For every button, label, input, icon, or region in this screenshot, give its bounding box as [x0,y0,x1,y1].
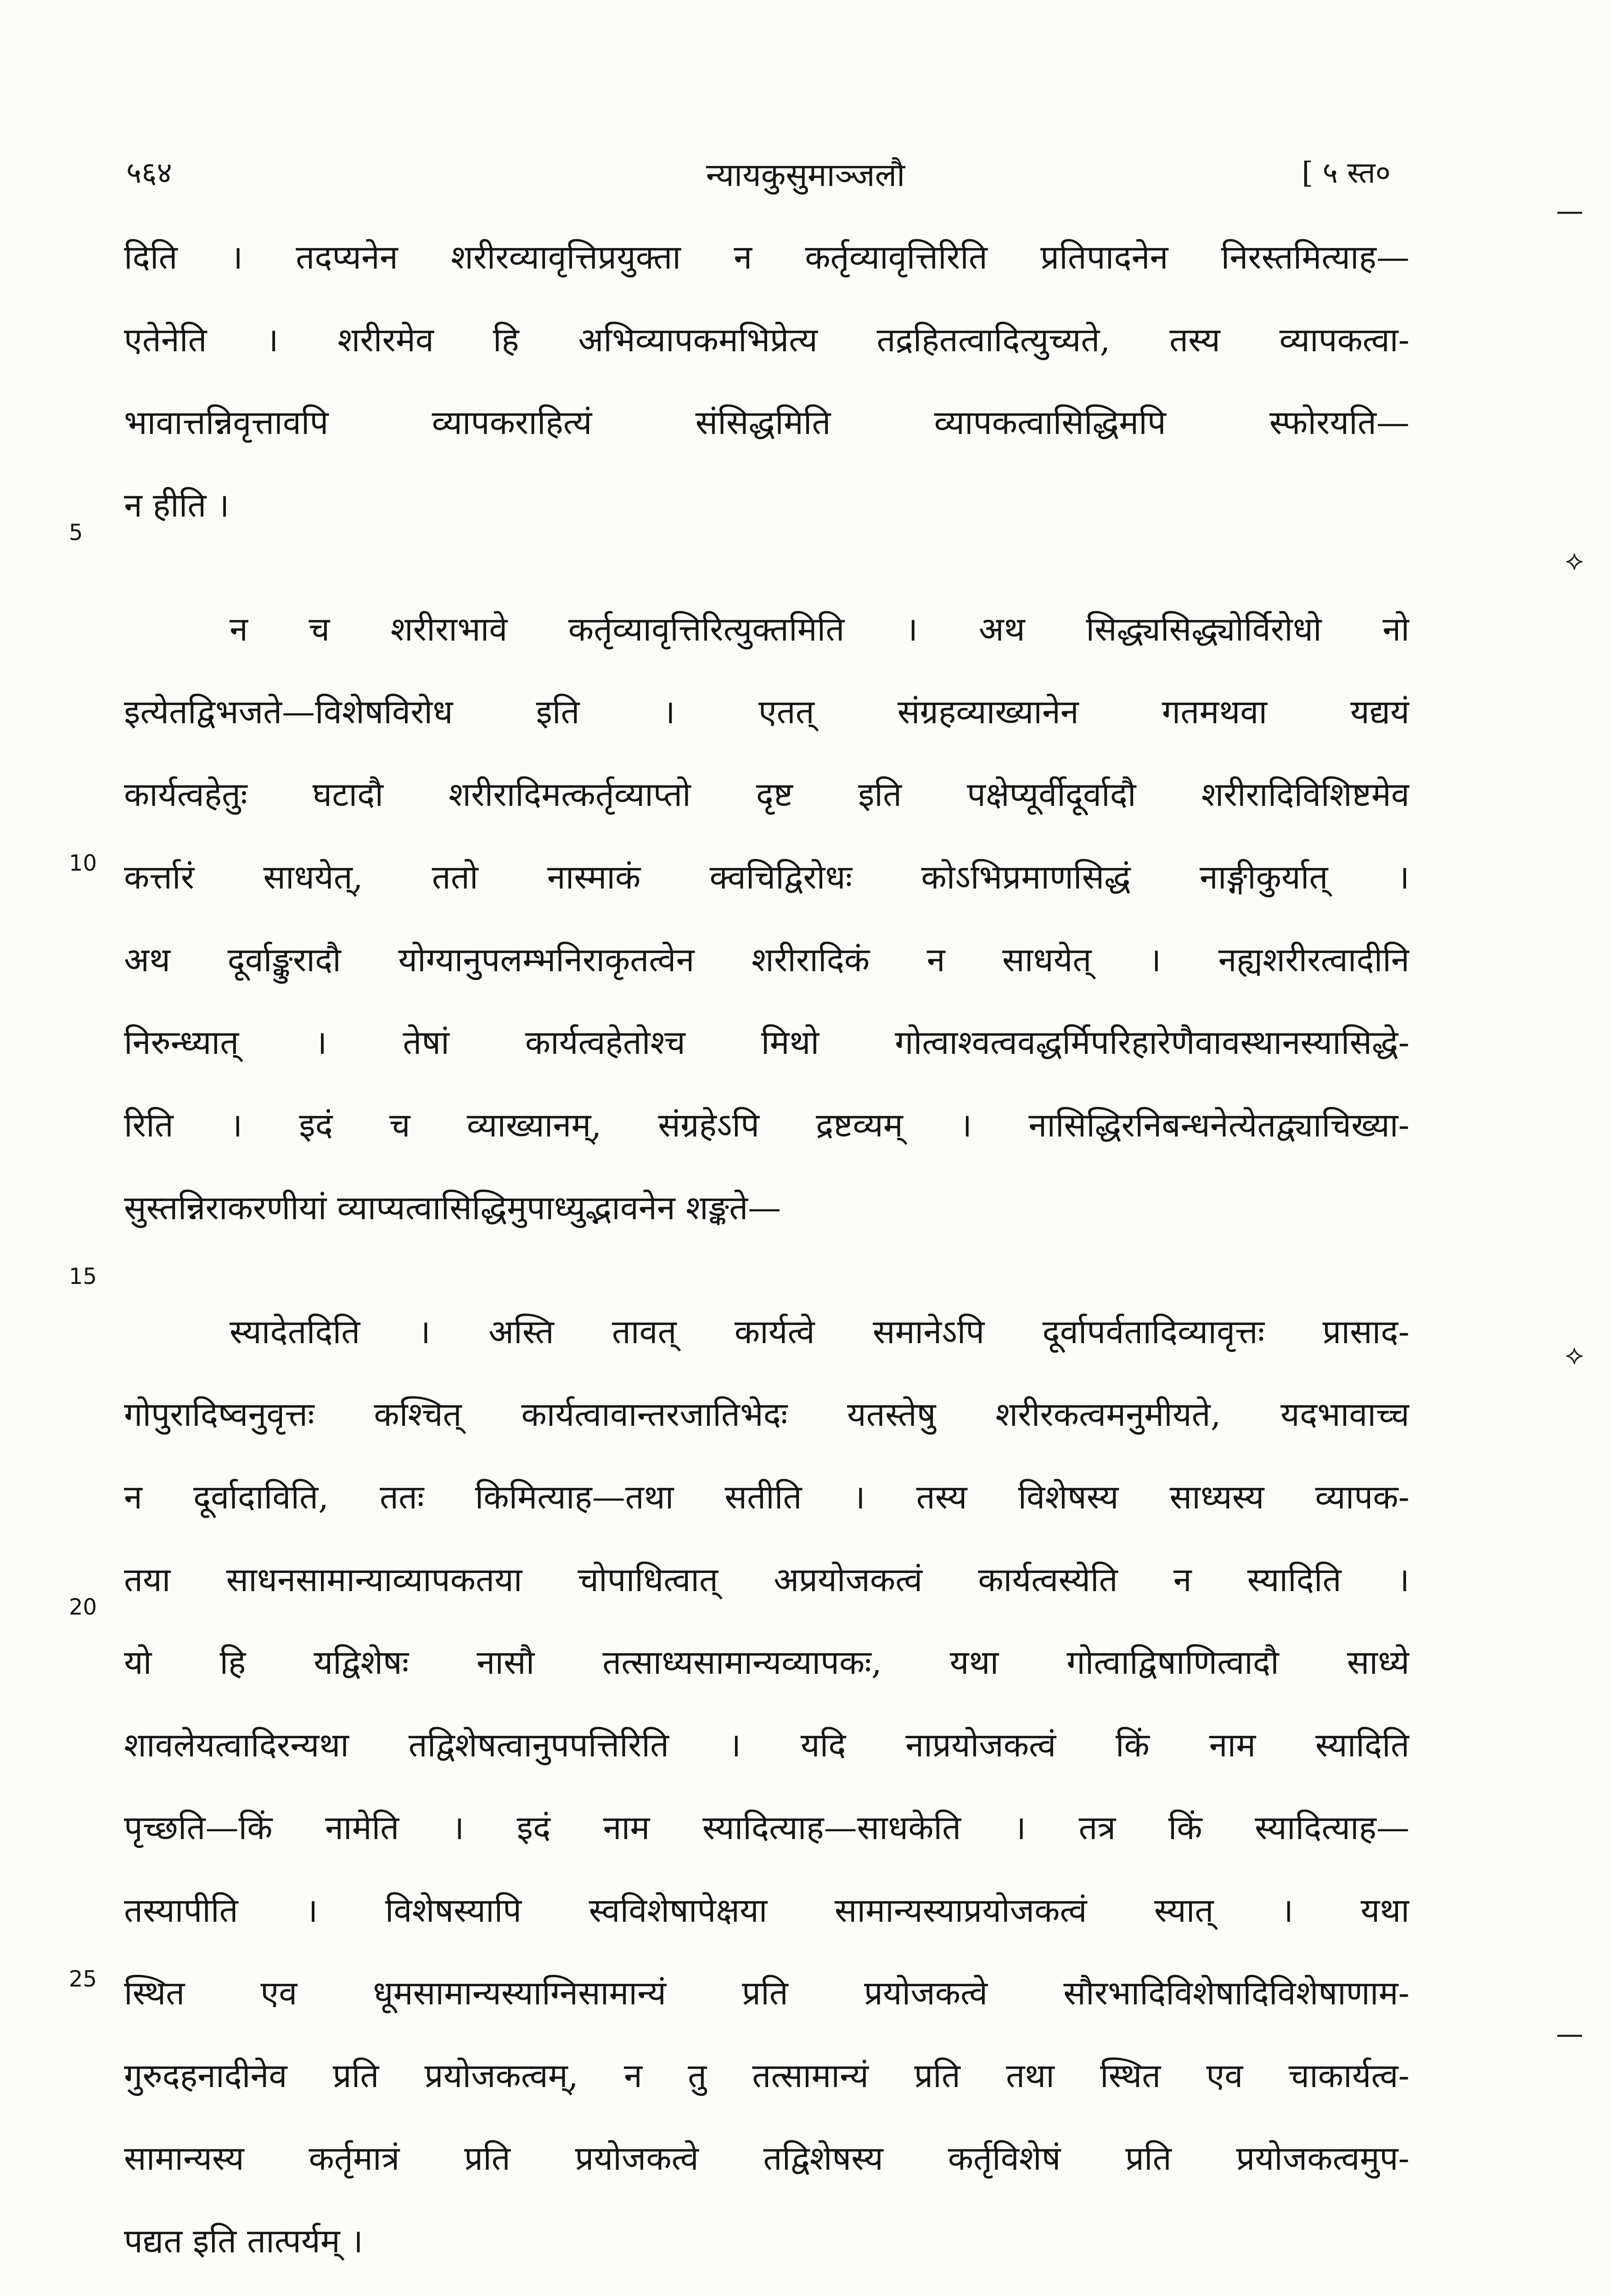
text-line: गोपुरादिष्वनुवृत्तः कश्चित् कार्यत्वावान्तरजातिभेदः यतस्तेषु शरीरकत्वमनुमीयते, यदभावाच्च [124,1395,1409,1434]
line-number: 25 [69,1966,97,1992]
text-line: सामान्यस्य कर्तृमात्रं प्रति प्रयोजकत्वे तद्विशेषस्य कर्तृविशेषं प्रति प्रयोजकत्वमुप- [124,2139,1409,2178]
text-line: शावलेयत्वादिरन्यथा तद्विशेषत्वानुपपत्तिरिति । यदि नाप्रयोजकत्वं किं नाम स्यादिति [124,1726,1409,1764]
text-line: स्यादेतदिति । अस्ति तावत् कार्यत्वे समानेऽपि दूर्वापर्वतादिव्यावृत्तः प्रासाद- [230,1312,1409,1351]
margin-mark: ⟡ [1565,544,1583,576]
text-line: यो हि यद्विशेषः नासौ तत्साध्यसामान्यव्यापकः, यथा गोत्वाद्विषाणित्वादौ साध्ये [124,1643,1409,1682]
paragraph-gap [124,546,1409,588]
text-line: कार्यत्वहेतुः घटादौ शरीरादिमत्कर्तृव्याप्तो दृष्ट इति पक्षेप्यूर्वीदूर्वादौ शरीरादिविशिष्टमेव [124,775,1409,814]
text-line: पद्यत इति तात्पर्यम् । [124,2222,363,2260]
text-line: निरुन्ध्यात् । तेषां कार्यत्वहेतोश्च मिथो गोत्वाश्वत्ववद्धर्मिपरिहारेणैवावस्थानस्यासिद्धे- [124,1023,1409,1062]
text-line: न च शरीराभावे कर्तृव्यावृत्तिरित्युक्तमिति । अथ सिद्ध्यसिद्ध्योर्विरोधो नो [230,610,1409,648]
text-line: पृच्छति—किं नामेति । इदं नाम स्यादित्याह—साधकेति । तत्र किं स्यादित्याह— [124,1808,1409,1847]
margin-mark: — [1556,195,1583,227]
margin-mark: ⟡ [1565,1339,1583,1371]
text-line: अथ दूर्वाङ्कुरादौ योग्यानुपलम्भनिराकृतत्वेन शरीरादिकं न साधयेत् । नह्यशरीरत्वादीनि [124,940,1409,979]
body-text [124,216,1409,2296]
line-number: 5 [69,520,83,546]
text-line: न दूर्वादाविति, ततः किमित्याह—तथा सतीति । तस्य विशेषस्य साध्यस्य व्यापक- [124,1478,1409,1516]
text-line: रिति । इदं च व्याख्यानम्, संग्रहेऽपि द्रष्टव्यम् । नासिद्धिरनिबन्धनेत्येतद्व्याचिख्या- [124,1106,1409,1144]
text-line: स्थित एव धूमसामान्यस्याग्निसामान्यं प्रति प्रयोजकत्वे सौरभादिविशेषादिविशेषाणाम- [124,1974,1409,2012]
paragraph-gap [124,1249,1409,1290]
paragraph-gap [124,2282,1409,2296]
running-title: न्यायकुसुमाञ्जलौ [706,156,905,194]
text-line: कर्त्तारं साधयेत्, ततो नास्माकं क्वचिद्विरोधः कोऽभिप्रमाणसिद्धं नाङ्गीकुर्यात् । [124,858,1409,896]
page-header [0,152,1611,202]
text-line: इत्येतद्विभजते—विशेषविरोध इति । एतत् संग्रहव्याख्यानेन गतमथवा यद्ययं [124,692,1409,731]
text-line: गुरुदहनादीनेव प्रति प्रयोजकत्वम्, न तु तत्सामान्यं प्रति तथा स्थित एव चाकार्यत्व- [124,2056,1409,2095]
text-line: एतेनेति । शरीरमेव हि अभिव्यापकमभिप्रेत्य तद्रहितत्वादित्युच्यते, तस्य व्यापकत्वा- [124,321,1409,359]
line-number: 20 [69,1594,97,1620]
line-number: 10 [69,850,97,876]
text-line: तया साधनसामान्याव्यापकतया चोपाधित्वात् अप्रयोजकत्वं कार्यत्वस्येति न स्यादिति । [124,1560,1409,1599]
text-line: भावात्तन्निवृत्तावपि व्यापकराहित्यं संसिद्धमिति व्यापकत्वासिद्धिमपि स्फोरयति— [124,403,1409,442]
section-marker: [ ५ स्त० [1302,156,1391,190]
text-line: तस्यापीति । विशेषस्यापि स्वविशेषापेक्षया सामान्यस्याप्रयोजकत्वं स्यात् । यथा [124,1891,1409,1930]
text-line: सुस्तन्निराकरणीयां व्याप्यत्वासिद्धिमुपाध्युद्भावनेन शङ्कते— [124,1188,781,1227]
line-number: 15 [69,1264,97,1289]
text-line: दिति । तदप्यनेन शरीरव्यावृत्तिप्रयुक्ता न कर्तृव्यावृत्तिरिति प्रतिपादनेन निरस्तमित्याह— [124,238,1409,276]
text-line: न हीति । [124,486,230,524]
page-number: ५६४ [126,156,172,190]
margin-mark: — [1556,2018,1583,2050]
